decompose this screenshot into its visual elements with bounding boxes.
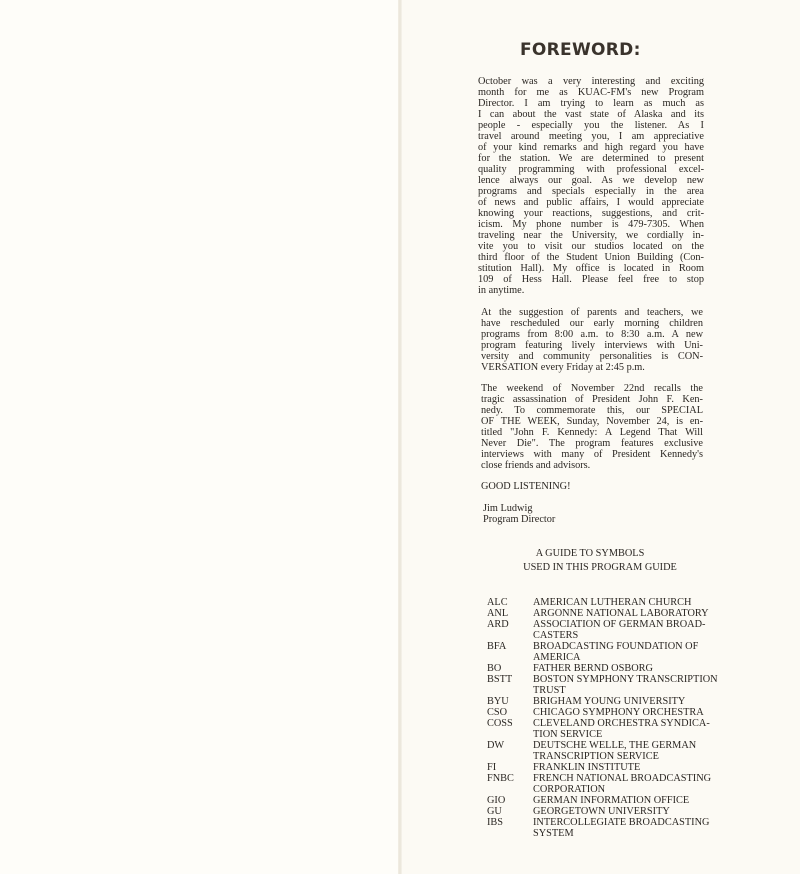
foreword-paragraph-3 xyxy=(481,383,703,471)
foreword-paragraph-1 xyxy=(478,76,704,296)
symbol-abbreviation: ANL xyxy=(487,608,509,619)
text-line: tragic assassination of President John F. Ken- xyxy=(481,394,703,405)
symbol-abbreviation: BSTT xyxy=(487,674,513,685)
symbol-description-line: ARGONNE NATIONAL LABORATORY xyxy=(533,608,709,619)
closing-line: GOOD LISTENING! xyxy=(481,481,571,492)
text-line: Never Die". The program features exclusive xyxy=(481,438,703,449)
text-line: programs from 8:00 a.m. to 8:30 a.m. A new xyxy=(481,329,703,340)
symbol-description-line: AMERICA xyxy=(533,652,581,663)
symbol-abbreviation: GIO xyxy=(487,795,506,806)
text-line: traveling near the University, we cordially in- xyxy=(478,230,704,241)
symbol-abbreviation: BYU xyxy=(487,696,509,707)
symbol-row xyxy=(487,641,713,663)
symbol-description xyxy=(533,608,713,619)
symbol-description xyxy=(533,795,713,806)
symbol-row xyxy=(487,674,718,696)
text-line: stitution Hall). My office is located in Room xyxy=(478,263,704,274)
symbol-description-line: SYSTEM xyxy=(533,828,574,839)
symbol-abbreviation: COSS xyxy=(487,718,513,729)
text-line: month for me as KUAC-FM's new Program xyxy=(478,87,704,98)
text-line: nedy. To commemorate this, our SPECIAL xyxy=(481,405,703,416)
symbol-row xyxy=(487,817,713,839)
symbol-description-line: CHICAGO SYMPHONY ORCHESTRA xyxy=(533,707,704,718)
text-line: in anytime. xyxy=(478,285,525,296)
symbol-description-line: AMERICAN LUTHERAN CHURCH xyxy=(533,597,692,608)
text-line: versity and community personalities is CON- xyxy=(481,351,703,362)
text-line: titled "John F. Kennedy: A Legend That Will xyxy=(481,427,703,438)
symbol-row xyxy=(487,696,713,707)
symbol-row xyxy=(487,597,713,608)
symbol-description-line: DEUTSCHE WELLE, THE GERMAN xyxy=(533,740,697,751)
text-line: lence always our goal. As we develop new xyxy=(478,175,704,186)
symbol-row xyxy=(487,773,713,795)
symbol-row xyxy=(487,663,713,674)
text-line: vite you to visit our studios located on the xyxy=(478,241,704,252)
symbol-row xyxy=(487,718,713,740)
text-line: for the station. We are determined to present xyxy=(478,153,704,164)
symbol-description-line: FRANKLIN INSTITUTE xyxy=(533,762,641,773)
foreword-paragraph-2 xyxy=(481,307,703,373)
symbol-abbreviation: BFA xyxy=(487,641,507,652)
symbol-description xyxy=(533,718,713,740)
symbol-description xyxy=(533,674,718,696)
text-line: icism. My phone number is 479-7305. When xyxy=(478,219,704,230)
text-line: OF THE WEEK, Sunday, November 24, is en- xyxy=(481,416,703,427)
text-line: of your kind remarks and high regard you have xyxy=(478,142,704,153)
symbol-row xyxy=(487,795,713,806)
symbol-description-line: BRIGHAM YOUNG UNIVERSITY xyxy=(533,696,686,707)
text-line: VERSATION every Friday at 2:45 p.m. xyxy=(481,362,645,373)
symbol-description xyxy=(533,663,713,674)
text-line: The weekend of November 22nd recalls the xyxy=(481,383,703,394)
symbol-description xyxy=(533,817,713,839)
page-title: FOREWORD: xyxy=(520,40,641,60)
text-line: travel around meeting you, I am appreciative xyxy=(478,131,704,142)
symbol-abbreviation: IBS xyxy=(487,817,504,828)
symbol-abbreviation: FNBC xyxy=(487,773,514,784)
symbol-abbreviation: ARD xyxy=(487,619,509,630)
symbol-row xyxy=(487,619,713,641)
text-line: programs and specials especially in the area xyxy=(478,186,704,197)
symbol-description-line: TRANSCRIPTION SERVICE xyxy=(533,751,659,762)
symbol-row xyxy=(487,806,713,817)
symbol-description-line: TION SERVICE xyxy=(533,729,603,740)
text-line: 109 of Hess Hall. Please feel free to stop xyxy=(478,274,704,285)
symbol-row xyxy=(487,762,713,773)
symbol-abbreviation: DW xyxy=(487,740,505,751)
symbol-description-line: CASTERS xyxy=(533,630,579,641)
text-line: close friends and advisors. xyxy=(481,460,591,471)
symbol-row xyxy=(487,608,713,619)
symbol-description xyxy=(533,641,713,663)
text-line: I can about the vast state of Alaska and its xyxy=(478,109,704,120)
symbol-description-line: CLEVELAND ORCHESTRA SYNDICA- xyxy=(533,718,710,729)
text-line: October was a very interesting and exciting xyxy=(478,76,704,87)
symbol-description-line: BOSTON SYMPHONY TRANSCRIPTION xyxy=(533,674,718,685)
text-line: knowing your reactions, suggestions, and crit- xyxy=(478,208,704,219)
symbol-abbreviation: BO xyxy=(487,663,502,674)
symbol-description xyxy=(533,597,713,608)
text-line: of news and public affairs, I would appreciate xyxy=(478,197,704,208)
symbol-abbreviation: FI xyxy=(487,762,497,773)
symbol-description-line: GEORGETOWN UNIVERSITY xyxy=(533,806,670,817)
text-line: people - especially you the listener. As I xyxy=(478,120,704,131)
text-line: quality programming with professional excel- xyxy=(478,164,704,175)
symbol-abbreviation: GU xyxy=(487,806,502,817)
symbol-description xyxy=(533,762,713,773)
symbol-abbreviation: ALC xyxy=(487,597,508,608)
text-line: have rescheduled our early morning children xyxy=(481,318,703,329)
signature-title: Program Director xyxy=(483,514,556,525)
symbol-description-line: FATHER BERND OSBORG xyxy=(533,663,653,674)
symbol-abbreviation: CSO xyxy=(487,707,508,718)
text-line: Director. I am trying to learn as much as xyxy=(478,98,704,109)
symbol-description-line: INTERCOLLEGIATE BROADCASTING xyxy=(533,817,710,828)
signature-name: Jim Ludwig xyxy=(483,503,533,514)
symbol-row xyxy=(487,740,713,762)
symbol-description-line: GERMAN INFORMATION OFFICE xyxy=(533,795,690,806)
symbol-description xyxy=(533,696,713,707)
text-line: At the suggestion of parents and teachers, we xyxy=(481,307,703,318)
symbol-list xyxy=(487,597,718,839)
guide-heading-line-2: USED IN THIS PROGRAM GUIDE xyxy=(523,562,677,573)
symbol-description xyxy=(533,773,713,795)
text-line: program featuring lively interviews with Uni- xyxy=(481,340,703,351)
guide-heading-line-1: A GUIDE TO SYMBOLS xyxy=(535,548,645,559)
symbol-description xyxy=(533,707,713,718)
symbol-description xyxy=(533,619,713,641)
symbol-description-line: ASSOCIATION OF GERMAN BROAD- xyxy=(533,619,706,630)
text-line: third floor of the Student Union Building (Con- xyxy=(478,252,704,263)
text-line: interviews with many of President Kennedy's xyxy=(481,449,703,460)
symbol-description-line: CORPORATION xyxy=(533,784,606,795)
symbol-description-line: TRUST xyxy=(533,685,566,696)
symbol-description-line: FRENCH NATIONAL BROADCASTING xyxy=(533,773,712,784)
symbol-row xyxy=(487,707,713,718)
symbol-description xyxy=(533,806,713,817)
symbol-description xyxy=(533,740,713,762)
symbol-description-line: BROADCASTING FOUNDATION OF xyxy=(533,641,699,652)
